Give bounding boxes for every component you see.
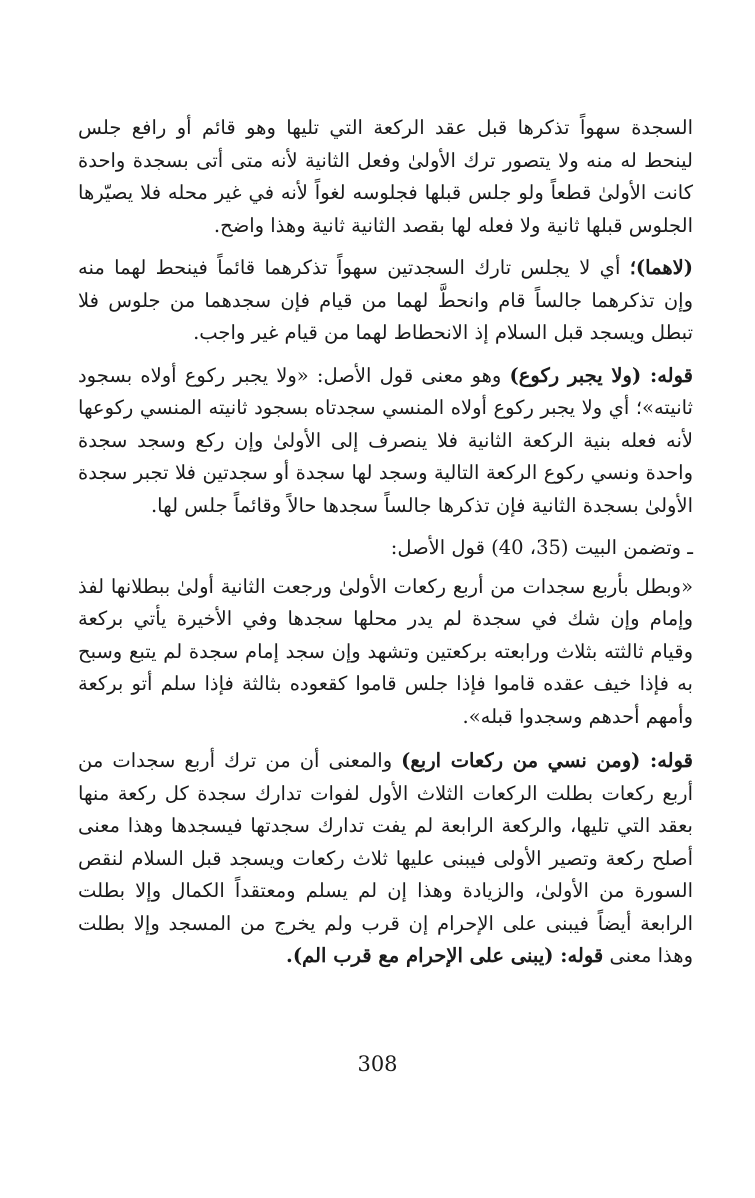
paragraph-6: [78, 745, 693, 973]
paragraph-3: [78, 360, 693, 523]
paragraph-5-quote: [78, 571, 693, 734]
paragraph-6-tail-lead: قوله: (يبنى على الإحرام مع قرب الم).: [286, 944, 604, 967]
paragraph-4-text: ـ وتضمن البيت (35، 40) قول الأصل:: [390, 536, 693, 559]
paragraph-2: [78, 252, 693, 350]
paragraph-1: [78, 112, 693, 242]
paragraph-3-text: وهو معنى قول الأصل: «ولا يجبر ركوع أولاه بسجود ثانيته»؛ أي ولا يجبر ركوع أولاه المنسي سجدتاه بسجود ثانيته المنسي ركوعها لأنه فعله بنية الركعة الثانية فلا ينصرف إلى الأولىٰ وإن ركع وسجد سجدة واحدة ونسي ركوع الركعة التالية وسجد لها سجدة أو سجدتين فلا تجبر سجدة الأولىٰ بسجدة الثانية فإن تذكرها جالساً سجدها حالاً وقائماً جلس لها.: [78, 363, 693, 517]
paragraph-5-text: «وبطل بأربع سجدات من أربع ركعات الأولىٰ ورجعت الثانية أولىٰ ببطلانها لفذ وإمام وإن شك في سجدة لم يدر محلها سجدها وفي الأخيرة يأتي بركعة وقيام ثالثته بثلاث ورابعته بركعتين وتشهد وإن سجد إمام سجدة لم يتبع وسبح به فإذا خيف عقده قاموا فإذا جلس قاموا كقعوده بثالثة فإذا سلم أتو بركعة وأمهم أحدهم وسجدوا قبله».: [78, 574, 693, 728]
paragraph-1-text: السجدة سهواً تذكرها قبل عقد الركعة التي تليها وهو قائم أو رافع جلس لينحط له منه ولا يتصور ترك الأولىٰ وفعل الثانية لأنه متى أتى بسجدة واحدة كانت الأولىٰ قطعاً ولو جلس قبلها فجلوسه لغواً لأنه في غير محله فلا يصيّرها الجلوس قبلها ثانية ولا فعله لها بقصد الثانية ثانية وهذا واضح.: [78, 116, 693, 237]
paragraph-2-text: أي لا يجلس تارك السجدتين سهواً تذكرهما قائماً فينحط لهما منه وإن تذكرهما جالساً قام وانحطَّ لهما من قيام فإن سجدهما من جلوس فلا تبطل ويسجد قبل السلام إذ الانحطاط لهما من قيام غير واجب.: [78, 256, 693, 344]
paragraph-3-lead: قوله: (ولا يجبر ركوع): [509, 363, 693, 387]
page-body: [78, 112, 693, 983]
paragraph-6-lead: قوله: (ومن نسي من ركعات اربع): [401, 749, 693, 772]
paragraph-6-text: والمعنى أن من ترك أربع سجدات من أربع ركعات بطلت الركعات الثلاث الأول لفوات تدارك سجدة كل ركعة منها بعقد التي تليها، والركعة الرابعة لم يفت تدارك سجدتها فيسجدها وهذا معنى أصلح ركعة وتصير الأولى فيبنى عليها ثلاث ركعات ويسجد قبل السلام لنقص السورة من الأولىٰ، والزيادة وهذا إن لم يسلم ومعتقداً الكمال وإلا بطلت الرابعة أيضاً فيبنى على الإحرام إن قرب ولم يخرج من المسجد وإلا بطلت وهذا معنى: [78, 749, 693, 967]
paragraph-4: [78, 532, 693, 565]
paragraph-2-lead: (لاهما)؛: [629, 256, 693, 279]
page-number: 308: [357, 1052, 398, 1076]
